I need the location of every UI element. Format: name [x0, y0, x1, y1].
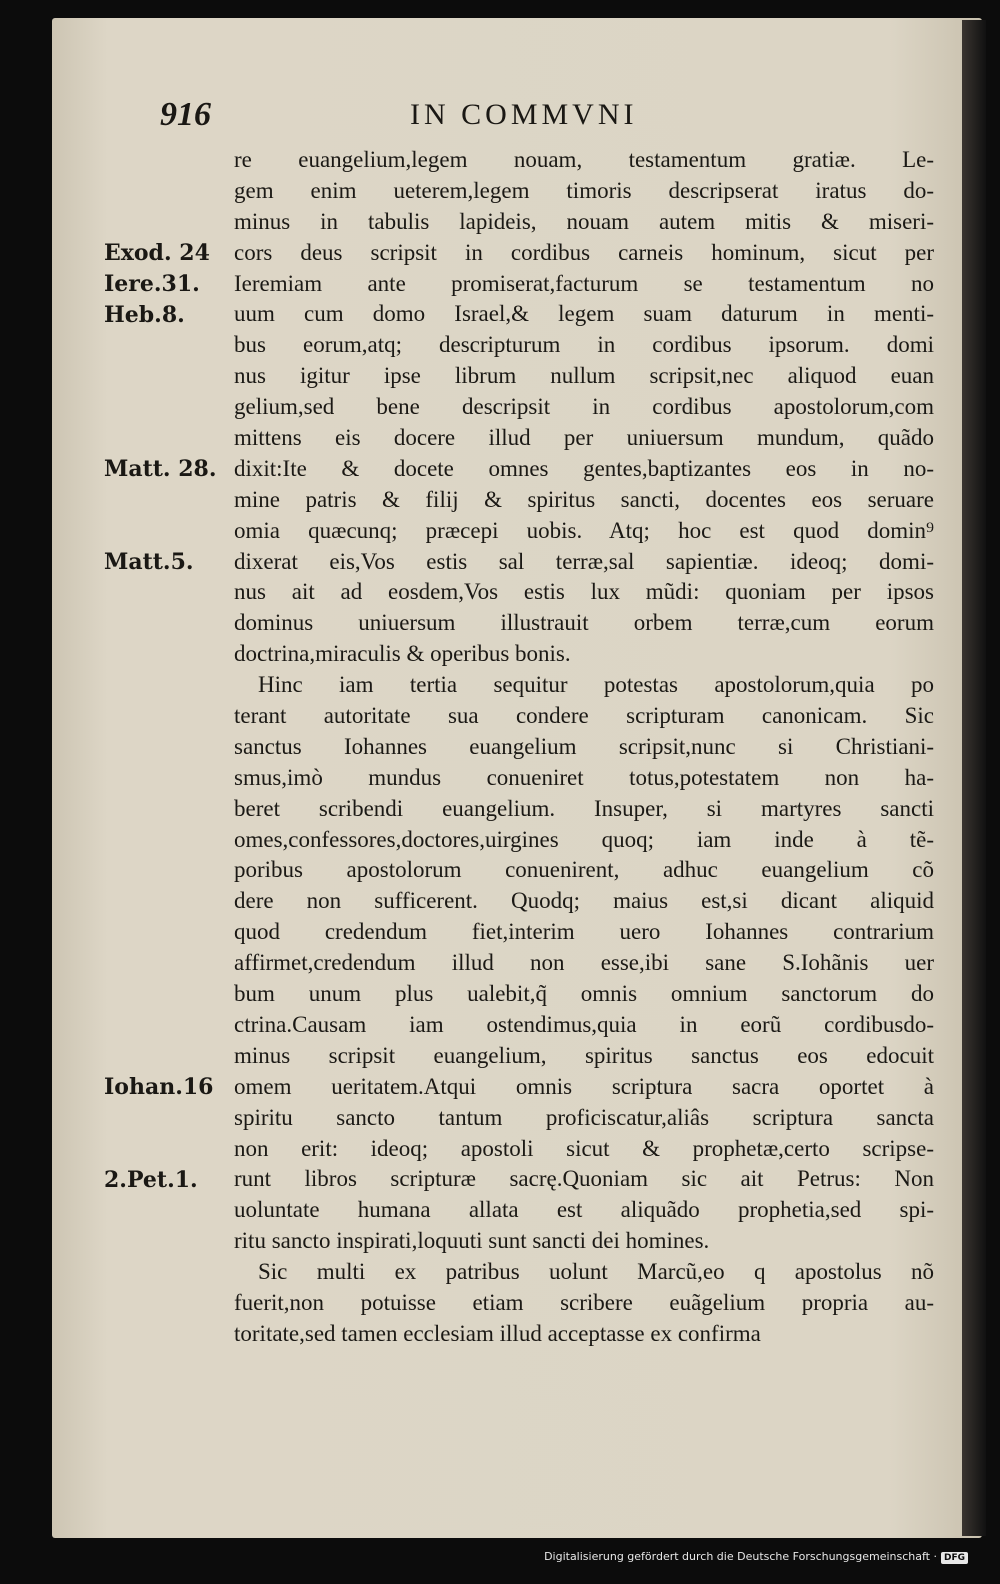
text-line: nus ait ad eosdem,Vos estis lux mũdi: quoniam per ipsos [234, 579, 934, 605]
text-line: dixit:Ite & docete omnes gentes,baptizantes eos in no- [234, 455, 934, 481]
text-line: quod credendum fiet,interim uero Iohannes contrarium [234, 919, 934, 945]
text-line: fuerit,non potuisse etiam scribere euãgelium propria au- [234, 1289, 934, 1315]
page-header [0, 96, 1000, 136]
text-line: smus,imò mundus conueniret totus,potestatem non ha- [234, 764, 934, 790]
text-line: gem enim ueterem,legem timoris descripserat iratus do- [234, 177, 934, 203]
margin-note: Matt. 28. [104, 456, 217, 482]
margin-note: Iohan.16 [104, 1074, 214, 1100]
text-line: ritu sancto inspirati,loquuti sunt sancti dei homines. [234, 1228, 710, 1254]
text-line: non erit: ideoq; apostoli sicut & prophetæ,certo scripse- [234, 1135, 934, 1161]
margin-note: Matt.5. [104, 548, 194, 575]
text-line: minus scripsit euangelium, spiritus sanctus eos edocuit [234, 1042, 934, 1068]
text-line: bus eorum,atq; descripturum in cordibus ipsorum. domi [234, 332, 934, 358]
text-line: uum cum domo Israel,& legem suam daturum in menti- [234, 301, 934, 327]
dfg-logo: DFG [941, 1552, 968, 1564]
text-line: minus in tabulis lapideis, nouam autem mitis & miseri- [234, 208, 934, 234]
text-line: nus igitur ipse librum nullum scripsit,nec aliquod euan [234, 363, 934, 389]
margin-note: Exod. 24 [104, 239, 210, 266]
text-line: toritate,sed tamen ecclesiam illud acceptasse ex confirma [234, 1320, 761, 1346]
funding-text: Digitalisierung gefördert durch die Deutsche Forschungsgemeinschaft · [544, 1550, 937, 1563]
text-line: dominus uniuersum illustrauit orbem terræ,cum eorum [234, 610, 934, 636]
text-line: sanctus Iohannes euangelium scripsit,nunc si Christiani- [234, 733, 934, 759]
footer-credit [544, 1550, 968, 1564]
body-text [234, 145, 934, 1350]
page-number: 916 [160, 96, 211, 133]
text-line: poribus apostolorum conuenirent, adhuc euangelium cõ [234, 857, 934, 883]
text-line: mine patris & filij & spiritus sancti, docentes eos seruare [234, 486, 934, 512]
text-line: uoluntate humana allata est aliquãdo prophetia,sed spi- [234, 1197, 934, 1223]
text-line: omem ueritatem.Atqui omnis scriptura sacra oportet à [234, 1073, 934, 1099]
text-line: ctrina.Causam iam ostendimus,quia in eorũ cordibusdo- [234, 1011, 934, 1037]
text-line: runt libros scripturæ sacrę.Quoniam sic ait Petrus: Non [234, 1166, 934, 1192]
margin-note: Iere.31. [104, 270, 200, 297]
text-line: dere non sufficerent. Quodq; maius est,si dicant aliquid [234, 888, 934, 914]
text-line: cors deus scripsit in cordibus carneis hominum, sicut per [234, 239, 934, 265]
text-line: omes,confessores,doctores,uirgines quoq; iam inde à tẽ- [234, 826, 934, 852]
running-title: IN COMMVNI [410, 98, 638, 131]
text-line: Sic multi ex patribus uolunt Marcũ,eo q apostolus nõ [258, 1259, 934, 1285]
text-line: dixerat eis,Vos estis sal terræ,sal sapientiæ. ideoq; domi- [234, 548, 934, 574]
text-line: Hinc iam tertia sequitur potestas apostolorum,quia po [258, 672, 934, 698]
text-line: bum unum plus ualebit,q̃ omnis omnium sanctorum do [234, 981, 934, 1007]
margin-note: Heb.8. [104, 301, 185, 328]
text-line: affirmet,credendum illud non esse,ibi sane S.Iohãnis uer [234, 950, 934, 976]
page-edge-shadow [962, 20, 986, 1536]
text-line: doctrina,miraculis & operibus bonis. [234, 641, 571, 667]
text-line: beret scribendi euangelium. Insuper, si martyres sancti [234, 795, 934, 821]
text-line: omia quæcunq; præcepi uobis. Atq; hoc est quod domin⁹ [234, 517, 934, 543]
text-line: Ieremiam ante promiserat,facturum se testamentum no [234, 270, 934, 296]
margin-note: 2.Pet.1. [104, 1166, 198, 1193]
text-line: re euangelium,legem nouam, testamentum gratiæ. Le- [234, 147, 934, 172]
text-line: spiritu sancto tantum proficiscatur,aliâs scriptura sancta [234, 1104, 934, 1130]
text-line: mittens eis docere illud per uniuersum mundum, quãdo [234, 425, 934, 451]
text-line: terant autoritate sua condere scripturam canonicam. Sic [234, 703, 934, 729]
text-line: gelium,sed bene descripsit in cordibus apostolorum,com [234, 394, 934, 420]
